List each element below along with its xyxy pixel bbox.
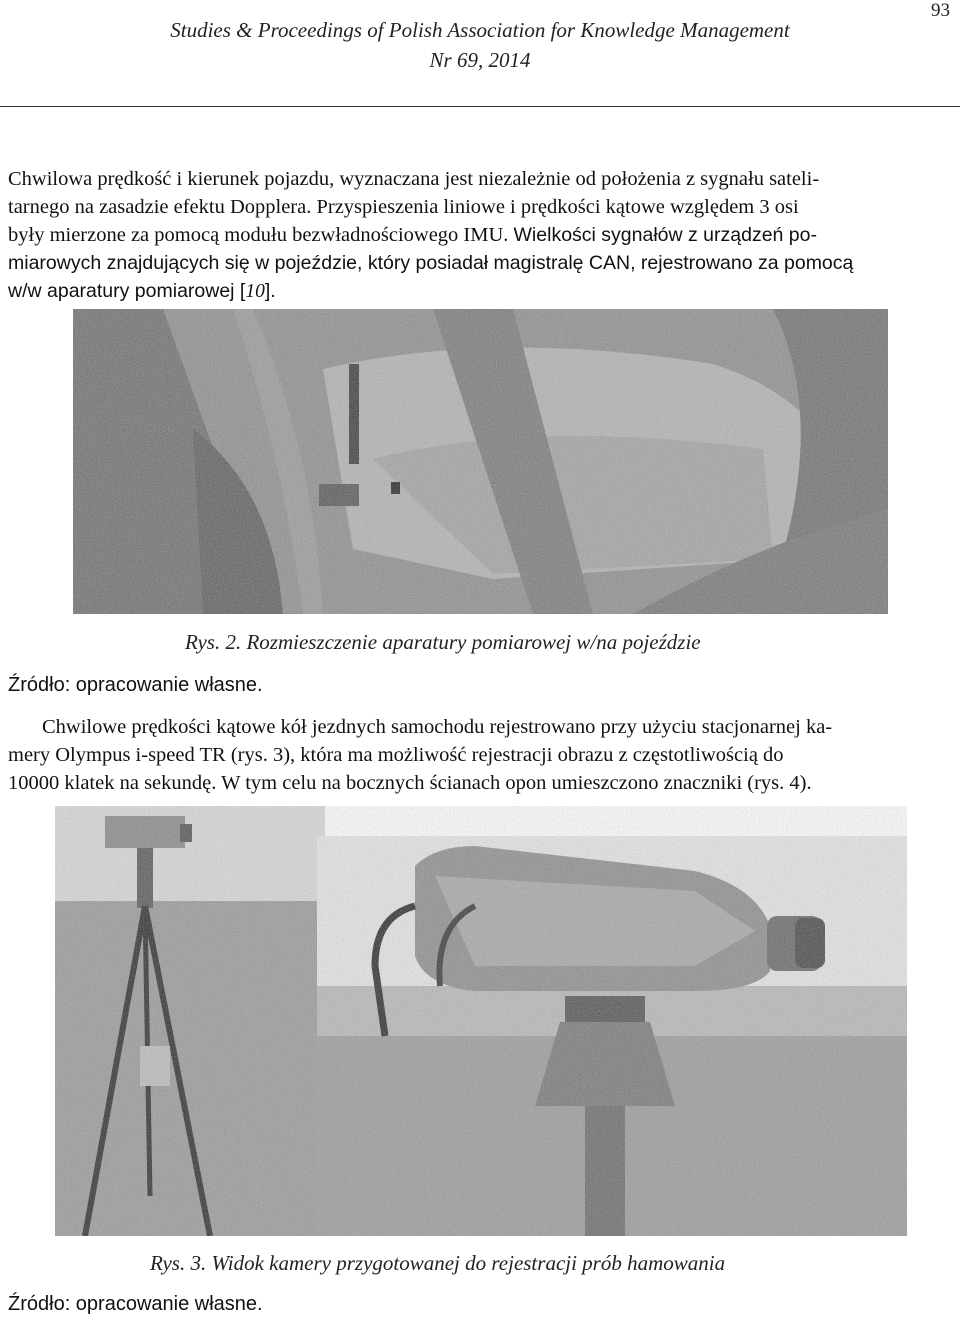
header-rule — [0, 106, 960, 107]
paragraph-1-line-3-sans: Wielkości sygnałów z urządzeń po- — [513, 224, 817, 246]
figure-3-photo — [55, 806, 907, 1236]
paragraph-1-line-3-serif: były mierzone za pomocą modułu bezwładnościowego IMU. — [8, 224, 509, 246]
journal-title: Studies & Proceedings of Polish Association for Knowledge Management — [170, 18, 790, 42]
paragraph-1-line-2: tarnego na zasadzie efektu Dopplera. Przyspieszenia liniowe i prędkości kątowe względem 3 osi — [8, 196, 799, 218]
issue-number: Nr 69, 2014 — [429, 48, 531, 72]
page-number: 93 — [931, 0, 950, 21]
figure-2-photo — [73, 309, 888, 614]
paragraph-1-line-3 — [8, 221, 952, 249]
paragraph-1-line-1: Chwilowa prędkość i kierunek pojazdu, wyznaczana jest niezależnie od położenia z sygnału sateli- — [8, 168, 820, 190]
paragraph-2-line-3: 10000 klatek na sekundę. W tym celu na bocznych ścianach opon umieszczono znaczniki (rys. 4). — [8, 772, 812, 794]
paragraph-1-line-5-end: ]. — [264, 280, 276, 302]
figure-2-caption: Rys. 2. Rozmieszczenie aparatury pomiarowej w/na pojeździe — [185, 630, 701, 654]
paragraph-1 — [8, 165, 952, 305]
paragraph-1-line-5-text: w/w aparatury pomiarowej [ — [8, 280, 246, 302]
paragraph-2 — [8, 713, 952, 797]
paragraph-1-line-4: miarowych znajdujących się w pojeździe, który posiadał magistralę CAN, rejestrowano za pomocą — [8, 252, 854, 274]
paragraph-1-line-5 — [8, 277, 952, 305]
figure-3-source: Źródło: opracowanie własne. — [8, 1293, 263, 1315]
paragraph-2-line-1: Chwilowe prędkości kątowe kół jezdnych samochodu rejestrowano przy użyciu stacjonarnej ka- — [42, 716, 833, 738]
figure-3-caption: Rys. 3. Widok kamery przygotowanej do rejestracji prób hamowania — [150, 1251, 726, 1275]
paragraph-2-line-2: mery Olympus i-speed TR (rys. 3), która ma możliwość rejestracji obrazu z częstotliwością do — [8, 744, 784, 766]
citation-ref: 10 — [245, 281, 265, 302]
figure-2-source: Źródło: opracowanie własne. — [8, 674, 263, 696]
